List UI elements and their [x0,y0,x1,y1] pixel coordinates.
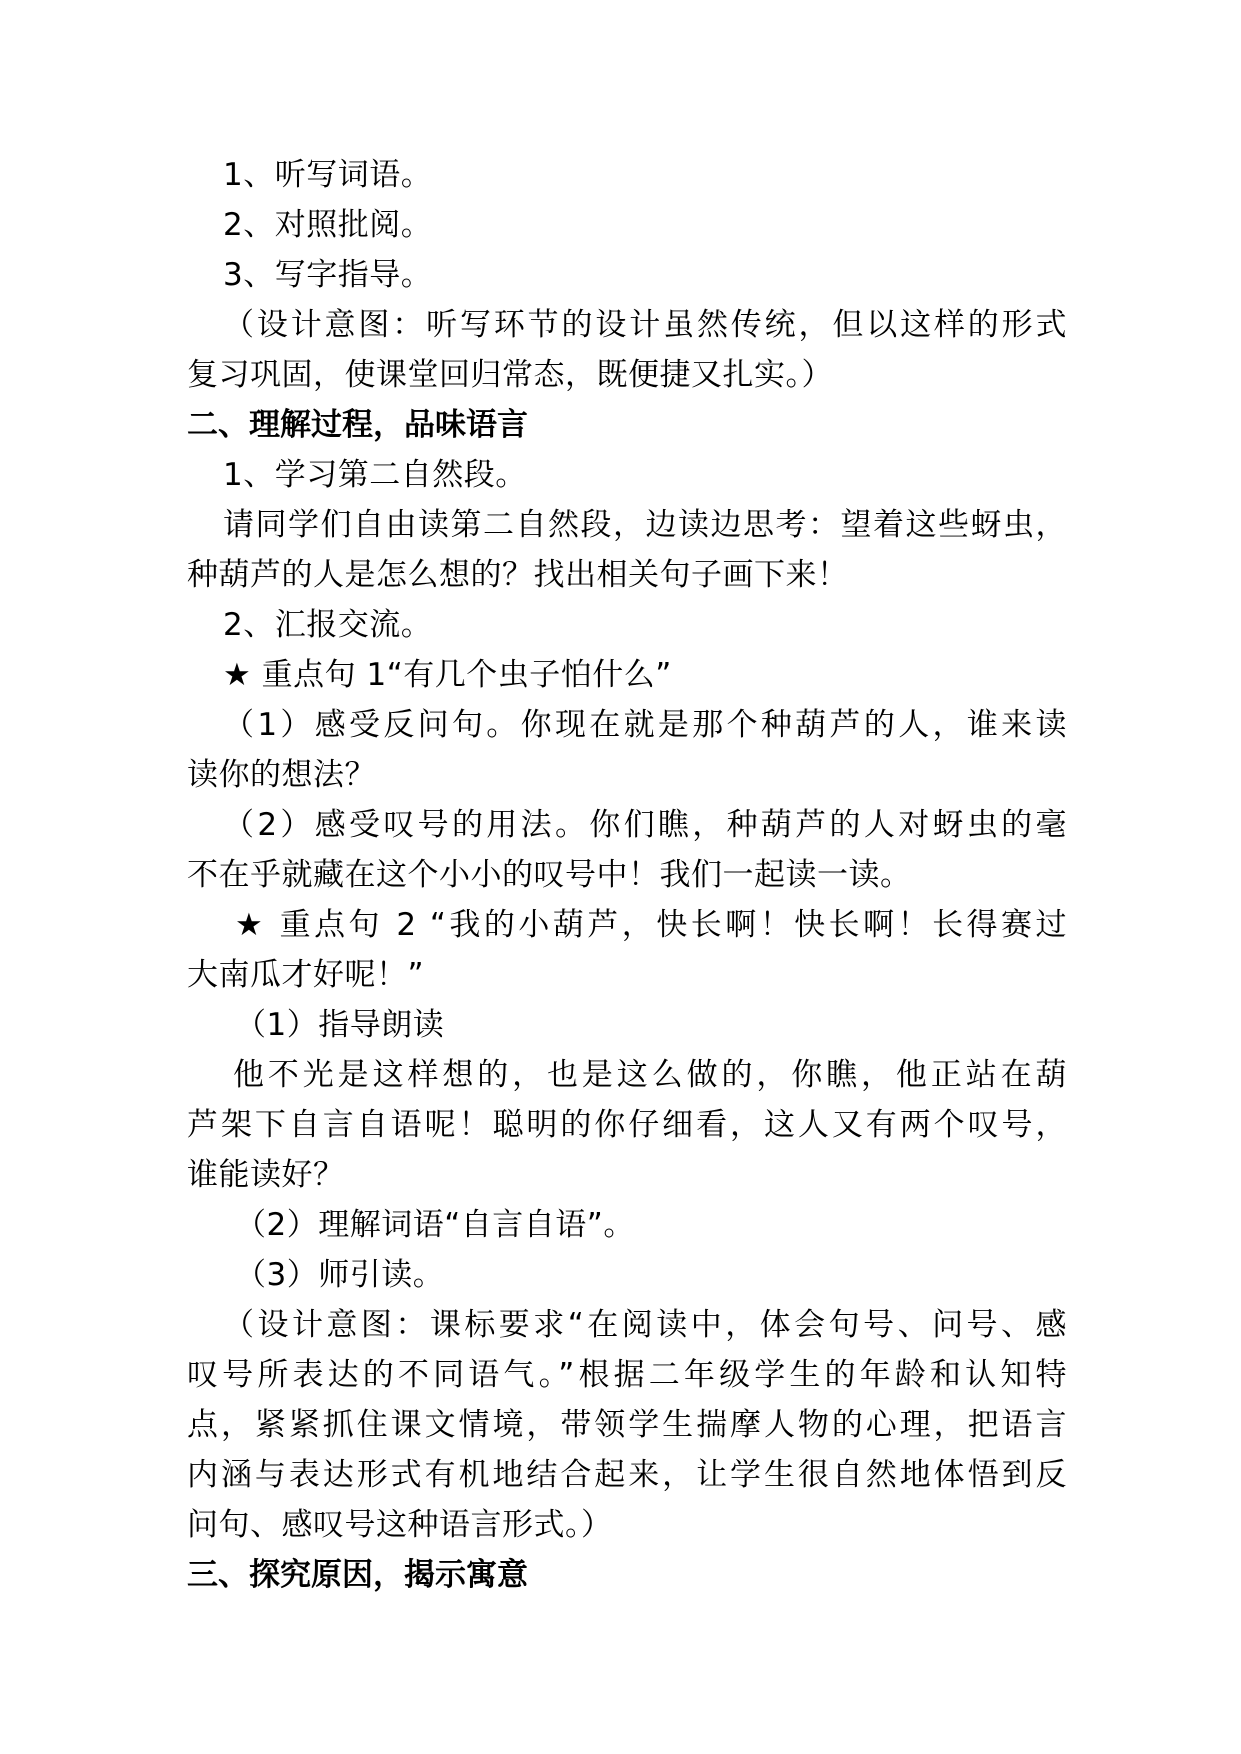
text-line: （2）理解词语“自言自语”。 [235,1207,635,1243]
text-line: （2）感受叹号的用法。你们瞧，种葫芦的人对蚜虫的毫 [223,807,1067,843]
text-line: 不在乎就藏在这个小小的叹号中！我们一起读一读。 [187,857,912,893]
text-line: （设计意图：听写环节的设计虽然传统，但以这样的形式 [223,307,1067,343]
text-line: 2、汇报交流。 [223,607,433,643]
text-line: 2、对照批阅。 [223,207,433,243]
text-line: 读你的想法？ [187,757,376,793]
text-line: （设计意图：课标要求“在阅读中，体会句号、问号、感 [223,1307,1067,1343]
text-line: 芦架下自言自语呢！聪明的你仔细看，这人又有两个叹号， [187,1107,1067,1143]
text-line: ★ 重点句 2 “我的小葫芦，快长啊！快长啊！长得赛过 [235,907,1067,943]
text-line: （1）感受反问句。你现在就是那个种葫芦的人，谁来读 [223,707,1067,743]
text-line: 他不光是这样想的，也是这么做的，你瞧，他正站在葫 [233,1057,1067,1093]
text-line: 1、听写词语。 [223,157,433,193]
section-heading: 二、理解过程，品味语言 [187,407,528,443]
text-line: 3、写字指导。 [223,257,433,293]
text-line: 1、学习第二自然段。 [223,457,527,493]
section-heading: 三、探究原因，揭示寓意 [187,1557,528,1593]
text-line: （3）师引读。 [235,1257,445,1293]
text-line: 内涵与表达形式有机地结合起来，让学生很自然地体悟到反 [187,1457,1067,1493]
text-line: 请同学们自由读第二自然段，边读边思考：望着这些蚜虫， [223,507,1067,543]
text-line: 叹号所表达的不同语气。”根据二年级学生的年龄和认知特 [187,1357,1067,1393]
document-page [187,150,1067,1600]
text-line: 点，紧紧抓住课文情境，带领学生揣摩人物的心理，把语言 [187,1407,1067,1443]
text-line: 复习巩固，使课堂回归常态，既便捷又扎实。） [187,357,833,393]
text-line: （1）指导朗读 [235,1007,445,1043]
text-line: 问句、感叹号这种语言形式。） [187,1507,613,1543]
text-line: ★ 重点句 1“有几个虫子怕什么” [223,657,672,693]
text-line: 大南瓜才好呢！” [187,957,425,993]
text-line: 谁能读好？ [187,1157,345,1193]
text-line: 种葫芦的人是怎么想的？找出相关句子画下来！ [187,557,849,593]
